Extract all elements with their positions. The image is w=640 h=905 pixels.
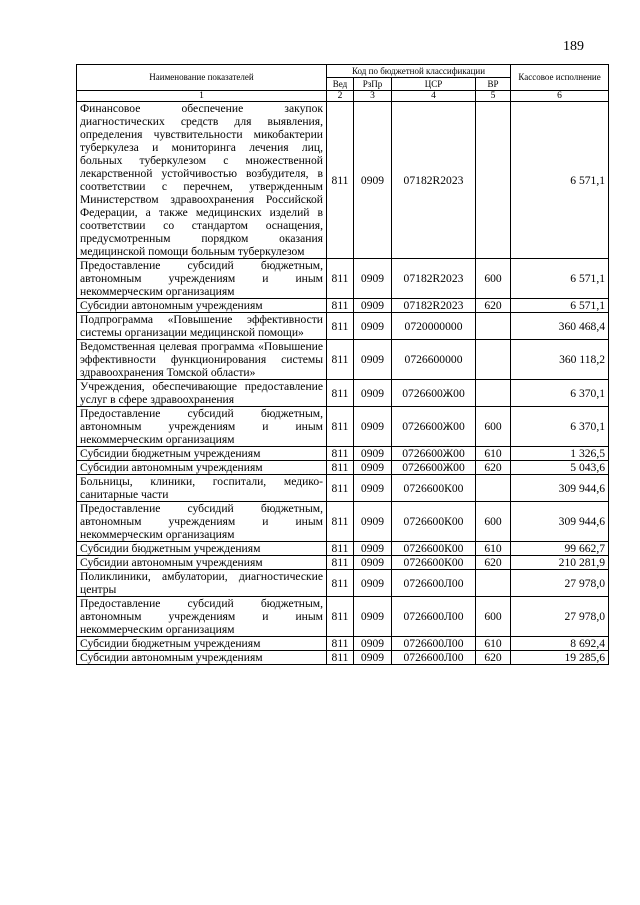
row-amount-cell: 19 285,6 <box>511 651 609 665</box>
row-name-cell: Учреждения, обеспечивающие предоставление услуг в сфере здравоохранения <box>77 380 327 407</box>
row-rzpr-cell: 0909 <box>354 407 392 447</box>
row-name-cell: Предоставление субсидий бюджетным, автономным учреждениям и иным некоммерческим организациям <box>77 259 327 299</box>
row-amount-cell: 8 692,4 <box>511 637 609 651</box>
row-ved-cell: 811 <box>327 407 354 447</box>
row-amount-cell: 6 370,1 <box>511 407 609 447</box>
row-amount-cell: 1 326,5 <box>511 447 609 461</box>
row-csr-cell: 0726600К00 <box>392 556 476 570</box>
row-name-cell: Поликлиники, амбулатории, диагностические центры <box>77 570 327 597</box>
row-ved-cell: 811 <box>327 556 354 570</box>
row-rzpr-cell: 0909 <box>354 380 392 407</box>
row-amount-cell: 6 571,1 <box>511 299 609 313</box>
table-row <box>77 259 609 299</box>
header-cash-execution: Кассовое исполнение <box>511 65 609 91</box>
row-rzpr-cell: 0909 <box>354 542 392 556</box>
row-vr-cell: 600 <box>476 259 511 299</box>
row-csr-cell: 0726600Л00 <box>392 651 476 665</box>
table-row <box>77 475 609 502</box>
row-vr-cell: 610 <box>476 447 511 461</box>
row-name-cell: Субсидии бюджетным учреждениям <box>77 447 327 461</box>
row-vr-cell: 600 <box>476 407 511 447</box>
table-row <box>77 502 609 542</box>
row-rzpr-cell: 0909 <box>354 651 392 665</box>
table-row <box>77 299 609 313</box>
table-row <box>77 570 609 597</box>
row-ved-cell: 811 <box>327 313 354 340</box>
header-rzpr: РзПр <box>354 78 392 91</box>
row-name-cell: Финансовое обеспечение закупок диагностических средств для выявления, определения чувствительности микобактерии туберкулеза и мониторинга лечения лиц, больных туберкулезом с множественной лекарственной устойчивостью возбудителя, в соответствии с перечнем, утвержденным Министерством здравоохранения Российской Федерации, а также медицинских изделий в соответствии со стандартом оснащения, предусмотренным порядком оказания медицинской помощи больным туберкулезом <box>77 102 327 259</box>
row-ved-cell: 811 <box>327 299 354 313</box>
row-vr-cell <box>476 313 511 340</box>
row-rzpr-cell: 0909 <box>354 102 392 259</box>
table-row <box>77 542 609 556</box>
row-vr-cell <box>476 380 511 407</box>
row-rzpr-cell: 0909 <box>354 313 392 340</box>
row-csr-cell: 0726600К00 <box>392 502 476 542</box>
header-code-group: Код по бюджетной классификации <box>327 65 511 78</box>
row-name-cell: Субсидии автономным учреждениям <box>77 556 327 570</box>
row-ved-cell: 811 <box>327 570 354 597</box>
row-vr-cell: 620 <box>476 651 511 665</box>
row-name-cell: Субсидии автономным учреждениям <box>77 299 327 313</box>
row-name-cell: Подпрограмма «Повышение эффективности системы организации медицинской помощи» <box>77 313 327 340</box>
row-csr-cell: 0726600Л00 <box>392 570 476 597</box>
row-name-cell: Субсидии автономным учреждениям <box>77 651 327 665</box>
row-vr-cell <box>476 340 511 380</box>
row-amount-cell: 360 468,4 <box>511 313 609 340</box>
row-amount-cell: 6 571,1 <box>511 102 609 259</box>
row-rzpr-cell: 0909 <box>354 340 392 380</box>
row-vr-cell: 600 <box>476 502 511 542</box>
row-ved-cell: 811 <box>327 597 354 637</box>
row-amount-cell: 27 978,0 <box>511 570 609 597</box>
row-amount-cell: 5 043,6 <box>511 461 609 475</box>
row-rzpr-cell: 0909 <box>354 475 392 502</box>
row-csr-cell: 07182R2023 <box>392 259 476 299</box>
column-number: 1 <box>77 91 327 102</box>
row-name-cell: Субсидии бюджетным учреждениям <box>77 637 327 651</box>
table-row <box>77 407 609 447</box>
row-vr-cell: 620 <box>476 461 511 475</box>
row-amount-cell: 309 944,6 <box>511 475 609 502</box>
row-ved-cell: 811 <box>327 380 354 407</box>
row-name-cell: Предоставление субсидий бюджетным, автономным учреждениям и иным некоммерческим организациям <box>77 597 327 637</box>
row-rzpr-cell: 0909 <box>354 447 392 461</box>
row-vr-cell: 620 <box>476 299 511 313</box>
budget-execution-table <box>76 64 609 665</box>
table-row <box>77 651 609 665</box>
row-rzpr-cell: 0909 <box>354 637 392 651</box>
row-name-cell: Субсидии бюджетным учреждениям <box>77 542 327 556</box>
table-row <box>77 597 609 637</box>
row-vr-cell: 610 <box>476 637 511 651</box>
row-rzpr-cell: 0909 <box>354 556 392 570</box>
row-csr-cell: 0720000000 <box>392 313 476 340</box>
row-rzpr-cell: 0909 <box>354 461 392 475</box>
row-amount-cell: 309 944,6 <box>511 502 609 542</box>
row-ved-cell: 811 <box>327 340 354 380</box>
row-vr-cell: 600 <box>476 597 511 637</box>
row-rzpr-cell: 0909 <box>354 597 392 637</box>
row-name-cell: Предоставление субсидий бюджетным, автономным учреждениям и иным некоммерческим организациям <box>77 502 327 542</box>
page-number: 189 <box>563 39 584 54</box>
row-ved-cell: 811 <box>327 259 354 299</box>
header-name: Наименование показателей <box>77 65 327 91</box>
row-name-cell: Ведомственная целевая программа «Повышение эффективности функционирования системы здравоохранения Томской области» <box>77 340 327 380</box>
header-csr: ЦСР <box>392 78 476 91</box>
column-number: 4 <box>392 91 476 102</box>
row-vr-cell: 620 <box>476 556 511 570</box>
table-row <box>77 556 609 570</box>
row-csr-cell: 0726600Л00 <box>392 637 476 651</box>
row-amount-cell: 99 662,7 <box>511 542 609 556</box>
row-vr-cell: 610 <box>476 542 511 556</box>
column-number: 2 <box>327 91 354 102</box>
table-row <box>77 447 609 461</box>
row-name-cell: Больницы, клиники, госпитали, медико-санитарные части <box>77 475 327 502</box>
row-csr-cell: 07182R2023 <box>392 102 476 259</box>
row-rzpr-cell: 0909 <box>354 502 392 542</box>
row-ved-cell: 811 <box>327 102 354 259</box>
row-csr-cell: 0726600К00 <box>392 542 476 556</box>
row-ved-cell: 811 <box>327 502 354 542</box>
row-csr-cell: 0726600Ж00 <box>392 407 476 447</box>
table-row <box>77 340 609 380</box>
row-vr-cell <box>476 475 511 502</box>
row-ved-cell: 811 <box>327 447 354 461</box>
row-csr-cell: 0726600Ж00 <box>392 461 476 475</box>
row-ved-cell: 811 <box>327 542 354 556</box>
table-row <box>77 637 609 651</box>
row-csr-cell: 07182R2023 <box>392 299 476 313</box>
row-amount-cell: 210 281,9 <box>511 556 609 570</box>
column-number: 3 <box>354 91 392 102</box>
row-ved-cell: 811 <box>327 461 354 475</box>
row-amount-cell: 6 571,1 <box>511 259 609 299</box>
row-rzpr-cell: 0909 <box>354 299 392 313</box>
row-vr-cell <box>476 102 511 259</box>
row-amount-cell: 27 978,0 <box>511 597 609 637</box>
row-csr-cell: 0726600000 <box>392 340 476 380</box>
header-ved: Вед <box>327 78 354 91</box>
header-vr: ВР <box>476 78 511 91</box>
row-ved-cell: 811 <box>327 475 354 502</box>
column-number: 5 <box>476 91 511 102</box>
row-ved-cell: 811 <box>327 637 354 651</box>
row-csr-cell: 0726600Ж00 <box>392 447 476 461</box>
row-name-cell: Предоставление субсидий бюджетным, автономным учреждениям и иным некоммерческим организациям <box>77 407 327 447</box>
row-vr-cell <box>476 570 511 597</box>
row-csr-cell: 0726600Ж00 <box>392 380 476 407</box>
table-row <box>77 102 609 259</box>
row-csr-cell: 0726600К00 <box>392 475 476 502</box>
row-name-cell: Субсидии автономным учреждениям <box>77 461 327 475</box>
row-ved-cell: 811 <box>327 651 354 665</box>
table-row <box>77 380 609 407</box>
row-amount-cell: 6 370,1 <box>511 380 609 407</box>
row-rzpr-cell: 0909 <box>354 570 392 597</box>
table-body <box>77 102 609 665</box>
table-row <box>77 461 609 475</box>
row-csr-cell: 0726600Л00 <box>392 597 476 637</box>
table-row <box>77 313 609 340</box>
column-number: 6 <box>511 91 609 102</box>
row-rzpr-cell: 0909 <box>354 259 392 299</box>
row-amount-cell: 360 118,2 <box>511 340 609 380</box>
